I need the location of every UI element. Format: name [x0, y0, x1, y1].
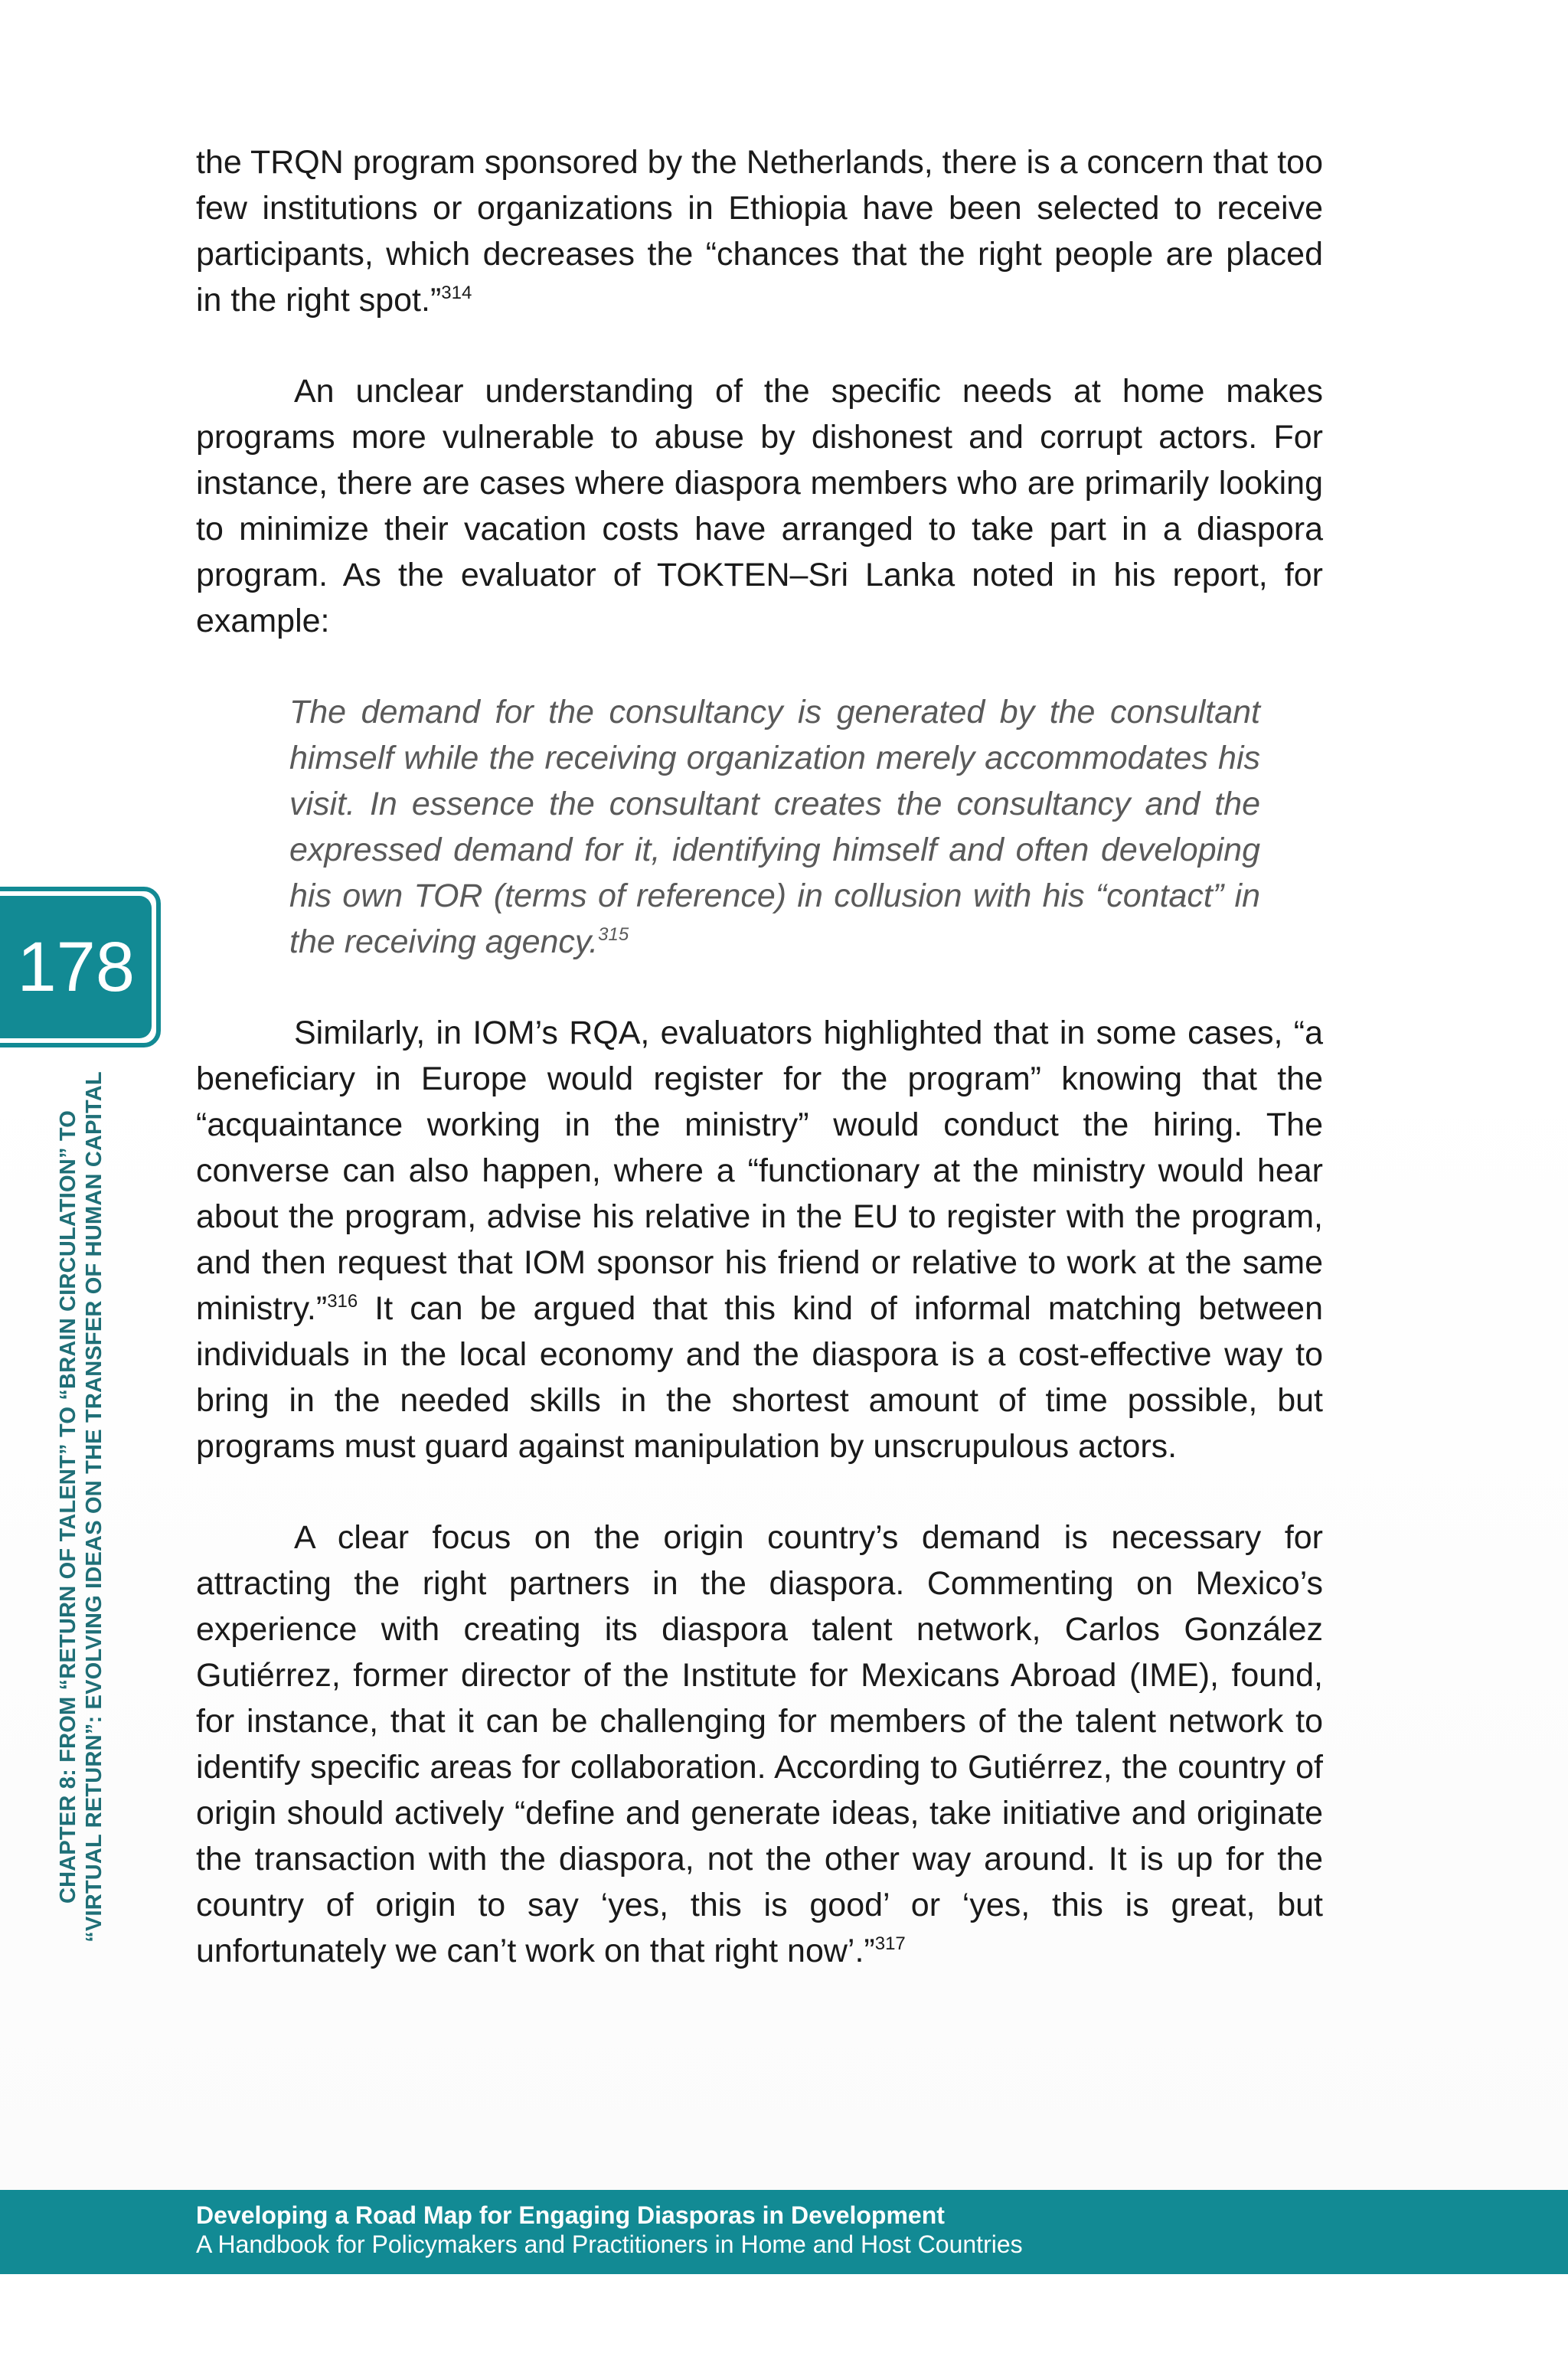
chapter-running-head-line-1: CHAPTER 8: FROM “RETURN OF TALENT” TO “BRAIN CIRCULATION” TO [56, 1110, 80, 1904]
footnote-ref-316: 316 [327, 1291, 358, 1312]
block-quote [289, 689, 1260, 965]
chapter-running-head-line-2: “VIRTUAL RETURN”: EVOLVING IDEAS ON THE TRANSFER OF HUMAN CAPITAL [82, 1071, 106, 1943]
block-quote-text: The demand for the consultancy is generated by the consultant himself while the receiving organization merely accommodates his visit. In essence the consultant creates the consultancy and the expressed demand for it, identifying himself and often developing his own TOR (terms of reference) in collusion with his “contact” in the receiving agency. [289, 694, 1260, 960]
paragraph-2-text: An unclear understanding of the specific needs at home makes programs more vulnerable to abuse by dishonest and corrupt actors. For instance, there are cases where diaspora members who are primarily looking to minimize their vacation costs have arranged to take part in a diaspora program. As the evaluator of TOKTEN–Sri Lanka noted in his report, for example: [196, 373, 1323, 639]
paragraph-3 [196, 1010, 1323, 1469]
footer-book-title: Developing a Road Map for Engaging Diasporas in Development [196, 2201, 945, 2229]
page-number: 178 [17, 928, 135, 1006]
page-number-tab [0, 896, 152, 1038]
paragraph-3-text-b: It can be argued that this kind of informal matching between individuals in the local economy and the diaspora is a cost-effective way to bring in the needed skills in the shortest amount of time possible, but programs must guard against manipulation by unscrupulous actors. [196, 1290, 1323, 1465]
paragraph-1 [196, 139, 1323, 323]
paragraph-3-text-a: Similarly, in IOM’s RQA, evaluators highlighted that in some cases, “a beneficiary in Europe would register for the program” knowing that the “acquaintance working in the ministry” would conduct the hiring. The converse can also happen, where a “functionary at the ministry would hear about the program, advise his relative in the EU to register with the program, and then request that IOM sponsor his friend or relative to work at the same ministry.” [196, 1015, 1323, 1327]
paragraph-4-text: A clear focus on the origin country’s demand is necessary for attracting the right partners in the diaspora. Commenting on Mexico’s experience with creating its diaspora talent network, Carlos González Gutiérrez, former director of the Institute for Mexicans Abroad (IME), found, for instance, that it can be challenging for members of the talent network to identify specific areas for collaboration. According to Gutiérrez, the country of origin should actively “define and generate ideas, take initiative and originate the transaction with the diaspora, not the other way around. It is up for the country of origin to say ‘yes, this is good’ or ‘yes, this is great, but unfortunately we can’t work on that right now’.” [196, 1519, 1323, 1969]
chapter-running-head [55, 1067, 132, 1947]
paragraph-1-text: the TRQN program sponsored by the Netherlands, there is a concern that too few institutions or organizations in Ethiopia have been selected to receive participants, which decreases the “chances that the right people are placed in the right spot.” [196, 144, 1323, 319]
footnote-ref-317: 317 [874, 1933, 906, 1954]
body-text-column [196, 139, 1323, 1974]
footer-book-subtitle: A Handbook for Policymakers and Practitioners in Home and Host Countries [196, 2230, 1023, 2258]
paragraph-2 [196, 368, 1323, 644]
footnote-ref-315: 315 [598, 924, 629, 945]
footnote-ref-314: 314 [441, 283, 472, 303]
paragraph-4 [196, 1515, 1323, 1974]
